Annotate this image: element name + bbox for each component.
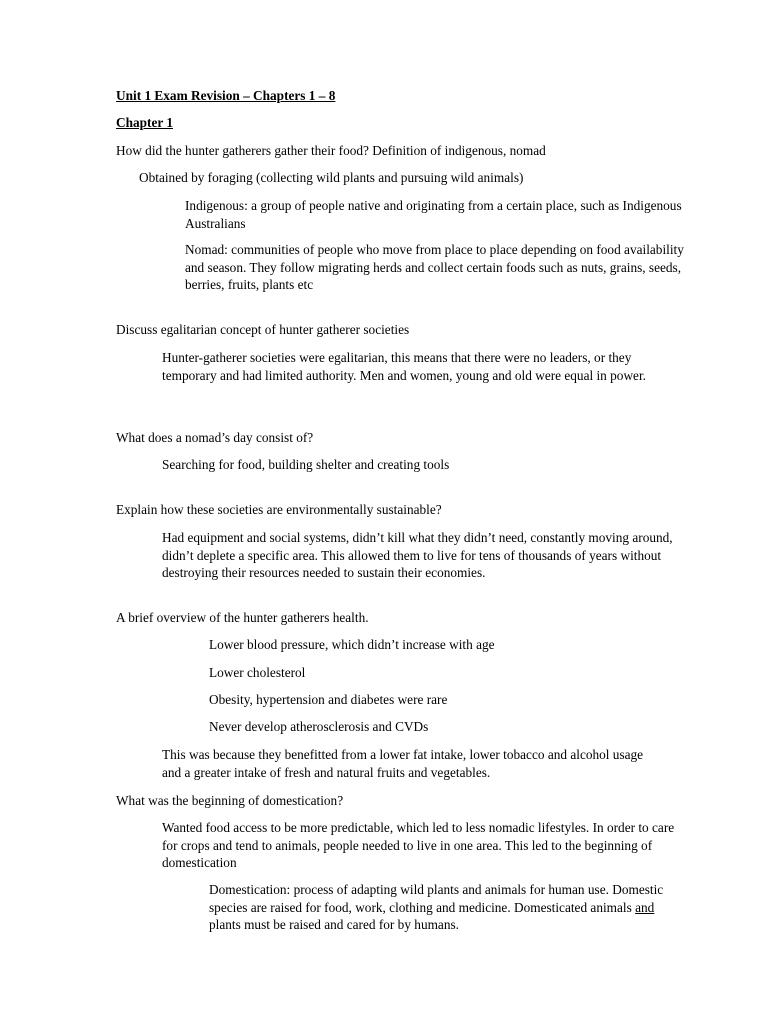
definition-domestication-part1: Domestication: process of adapting wild plants and animals for human use. Domestic species are raised for food, work, clothing and medicine. Domesticated animals [209, 882, 664, 915]
answer-foraging: Obtained by foraging (collecting wild plants and pursuing wild animals) [139, 170, 524, 185]
question-health: A brief overview of the hunter gatherers health. [116, 610, 369, 625]
answer-domestication: Wanted food access to be more predictable, which led to less nomadic lifestyles. In order to care for crops and tend to animals, people needed to live in one area. This led to the beginning of domestication [162, 820, 675, 870]
question-nomad-day: What does a nomad’s day consist of? [116, 430, 314, 445]
chapter-heading: Chapter 1 [116, 115, 174, 130]
question-sustainability: Explain how these societies are environmentally sustainable? [116, 502, 442, 517]
question-domestication: What was the beginning of domestication? [116, 793, 344, 808]
definition-domestication-underlined: and [635, 899, 655, 915]
answer-sustainability: Had equipment and social systems, didn’t kill what they didn’t need, constantly moving around, didn’t deplete a specific area. This allowed them to live for tens of thousands of years without destroying their resources needed to sustain their economies. [162, 530, 673, 580]
document-title: Unit 1 Exam Revision – Chapters 1 – 8 [116, 88, 336, 103]
answer-health: This was because they benefitted from a lower fat intake, lower tobacco and alcohol usage and a greater intake of fresh and natural fruits and vegetables. [162, 747, 644, 780]
question-egalitarian: Discuss egalitarian concept of hunter gatherer societies [116, 322, 410, 337]
definition-nomad: Nomad: communities of people who move from place to place depending on food availability and season. They follow migrating herds and collect certain foods such as nuts, grains, seeds, berries, fruits, plants etc [185, 242, 684, 292]
definition-domestication-part2: plants must be raised and cared for by humans. [209, 917, 459, 932]
health-point: Obesity, hypertension and diabetes were rare [209, 692, 448, 707]
definition-indigenous: Indigenous: a group of people native and originating from a certain place, such as Indigenous Australians [185, 198, 682, 231]
health-point: Lower blood pressure, which didn’t increase with age [209, 637, 495, 652]
health-point: Lower cholesterol [209, 665, 306, 680]
definition-domestication [209, 881, 684, 934]
health-point: Never develop atherosclerosis and CVDs [209, 719, 429, 734]
answer-egalitarian: Hunter-gatherer societies were egalitarian, this means that there were no leaders, or they temporary and had limited authority. Men and women, young and old were equal in power. [162, 350, 646, 383]
question-food-gathering: How did the hunter gatherers gather their food? Definition of indigenous, nomad [116, 143, 546, 158]
answer-nomad-day: Searching for food, building shelter and creating tools [162, 457, 450, 472]
